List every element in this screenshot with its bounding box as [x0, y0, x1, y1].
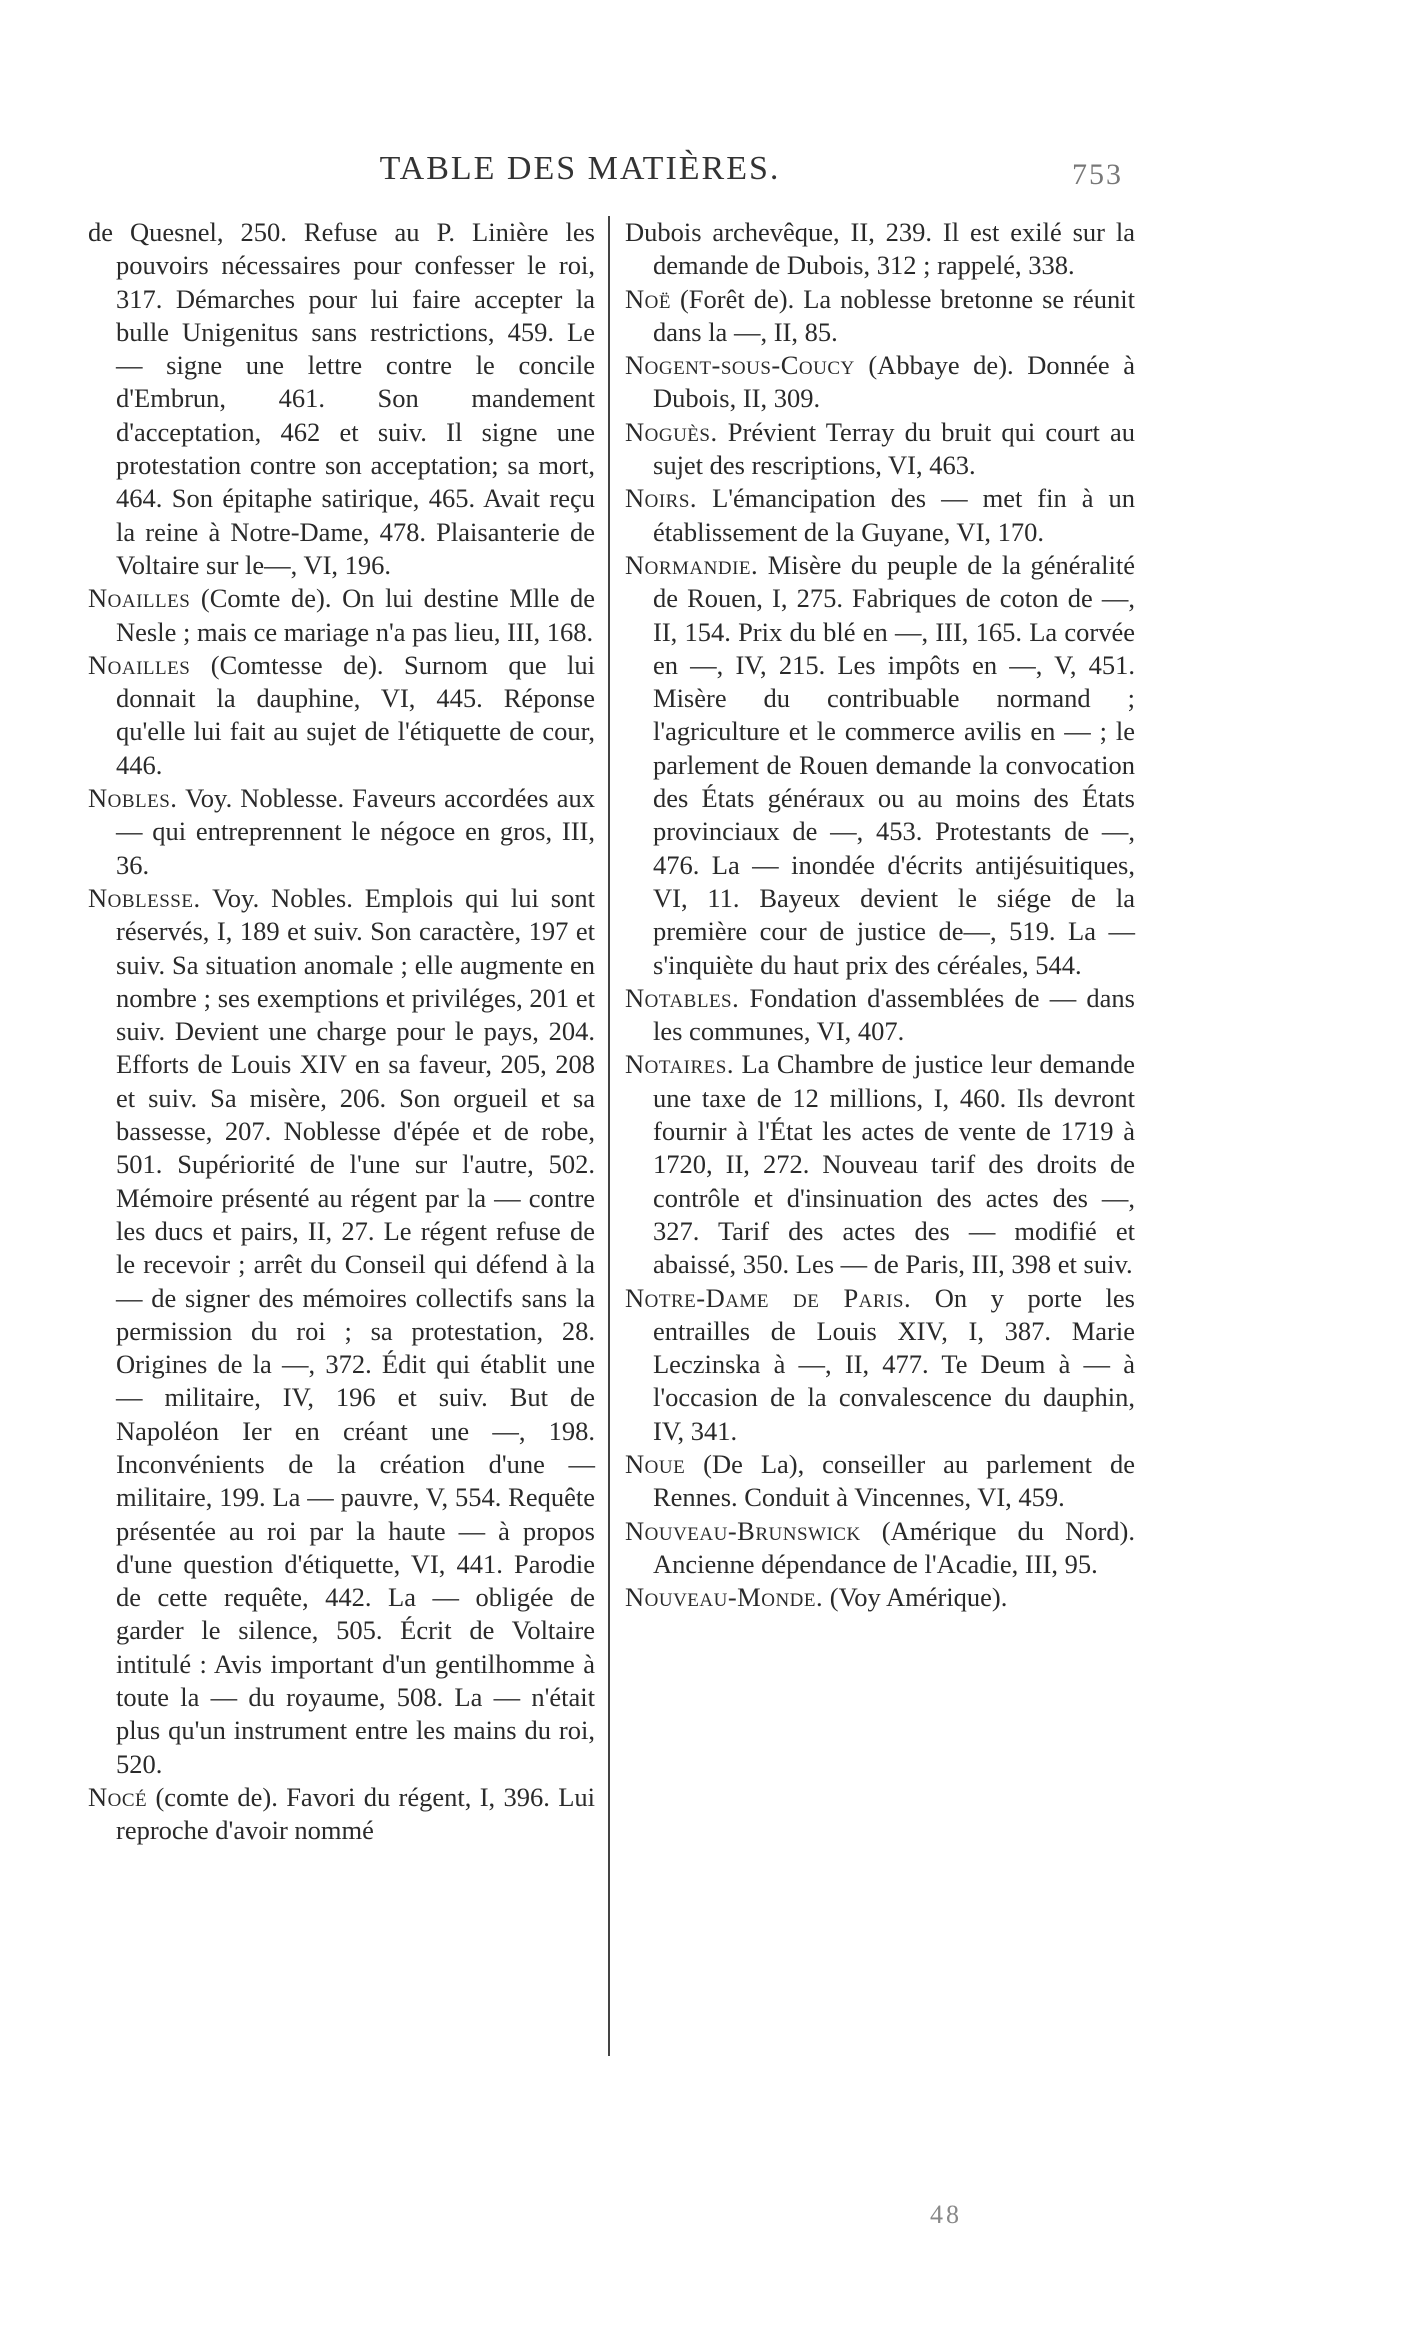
index-entry: Nocé (comte de). Favori du régent, I, 396. Lui reproche d'avoir nommé — [88, 1781, 596, 1846]
column-divider — [608, 216, 610, 2056]
index-entry: Nogent-sous-Coucy (Abbaye de). Donnée à Dubois, II, 309. — [625, 350, 1135, 414]
index-entry: Noirs. L'émancipation des — met fin à un établissement de la Guyane, VI, 170. — [625, 483, 1135, 547]
index-entry: Noblesse. Voy. Nobles. Emplois qui lui sont réservés, I, 189 et suiv. Son caractère, 197 et suiv. Sa situation anomale ; elle augmente en nombre ; ses exemptions et priviléges, 201 et suiv. Devient une charge pour le pays, 204. Efforts de Louis XIV en sa faveur, 205, 208 et suiv. Sa misère, 206. Son orgueil et sa bassesse, 207. Noblesse d'épée et de robe, 501. Supériorité de l'une sur l'autre, 502. Mémoire présenté au régent par la — contre les ducs et pairs, II, 27. Le régent refuse de le recevoir ; arrêt du Conseil qui défend à la — de signer des mémoires collectifs sans la permission du roi ; sa protestation, 28. Origines de la —, 372. Édit qui établit une — militaire, IV, 196 et suiv. But de Napoléon Ier en créant une —, 198. Inconvénients de la création d'une — militaire, 199. La — pauvre, V, 554. Requête présentée au roi par la haute — à propos d'une question d'étiquette, VI, 441. Parodie de cette requête, 442. La — obligée de garder le silence, 505. Écrit de Voltaire intitulé : Avis important d'un gentilhomme à toute la — du royaume, 508. La — n'était plus qu'un instrument entre les mains du roi, 520. — [88, 882, 595, 1779]
index-entry: Normandie. Misère du peuple de la généralité de Rouen, I, 275. Fabriques de coton de —, II, 154. Prix du blé en —, III, 165. La corvée en —, IV, 215. Les impôts en —, V, 451. Misère du contribuable normand ; l'agriculture et le commerce avilis en — ; le parlement de Rouen demande la convocation des États généraux ou au moins des États provinciaux de —, 453. Protestants de —, 476. La — inondée d'écrits antijésuitiques, VI, 11. Bayeux devient le siége de la première cour de justice de—, 519. La — s'inquiète du haut prix des céréales, 544. — [625, 549, 1135, 980]
index-entry: Notre-Dame de Paris. On y porte les entrailles de Louis XIV, I, 387. Marie Leczinska à —, II, 477. Te Deum à — à l'occasion de la convalescence du dauphin, IV, 341. — [625, 1282, 1135, 1446]
index-entry: Nobles. Voy. Noblesse. Faveurs accordées aux — qui entreprennent le négoce en gros, III, 36. — [88, 783, 595, 880]
index-entry: de Quesnel, 250. Refuse au P. Linière les pouvoirs nécessaires pour confesser le roi, 317. Démarches pour lui faire accepter la bulle Unigenitus sans restrictions, 459. Le — signe une lettre contre le concile d'Embrun, 461. Son mandement d'acceptation, 462 et suiv. Il signe une protestation contre son acceptation; sa mort, 464. Son épitaphe satirique, 465. Avait reçu la reine à Notre-Dame, 478. Plaisanterie de Voltaire sur le—, VI, 196. — [88, 217, 595, 580]
index-entry: Nouveau-Monde. (Voy Amérique). — [625, 1582, 1008, 1613]
signature-mark: 48 — [930, 2200, 962, 2229]
right-column — [625, 216, 1135, 1614]
index-entry: Notables. Fondation d'assemblées de — dans les communes, VI, 407. — [625, 982, 1135, 1047]
index-entry: Notaires. La Chambre de justice leur demande une taxe de 12 millions, I, 460. Ils devront fournir à l'État les actes de vente de 1719 à 1720, II, 272. Nouveau tarif des droits de contrôle et d'insinuation des actes des —, 327. Tarif des actes des — modifié et abaissé, 350. Les — de Paris, III, 398 et suiv. — [625, 1049, 1135, 1280]
index-entry: Noguès. Prévient Terray du bruit qui court au sujet des rescriptions, VI, 463. — [625, 416, 1136, 481]
index-entry: Noailles (Comte de). On lui destine Mlle de Nesle ; mais ce mariage n'a pas lieu, III, 168. — [88, 583, 595, 647]
page-number: 753 — [1072, 158, 1123, 191]
page-title: TABLE DES MATIÈRES. — [379, 150, 781, 187]
index-entry: Noë (Forêt de). La noblesse bretonne se réunit dans la —, II, 85. — [625, 283, 1135, 347]
index-entry: Nouveau-Brunswick (Amérique du Nord). Ancienne dépendance de l'Acadie, III, 95. — [625, 1515, 1136, 1579]
index-entry: Noailles (Comtesse de). Surnom que lui donnait la dauphine, VI, 445. Réponse qu'elle lui fait au sujet de l'étiquette de cour, 446. — [88, 649, 596, 780]
index-entry: Dubois archevêque, II, 239. Il est exilé sur la demande de Dubois, 312 ; rappelé, 338. — [625, 217, 1135, 281]
index-entry: Noue (De La), conseiller au parlement de Rennes. Conduit à Vincennes, VI, 459. — [625, 1448, 1135, 1513]
left-column — [88, 216, 595, 1848]
